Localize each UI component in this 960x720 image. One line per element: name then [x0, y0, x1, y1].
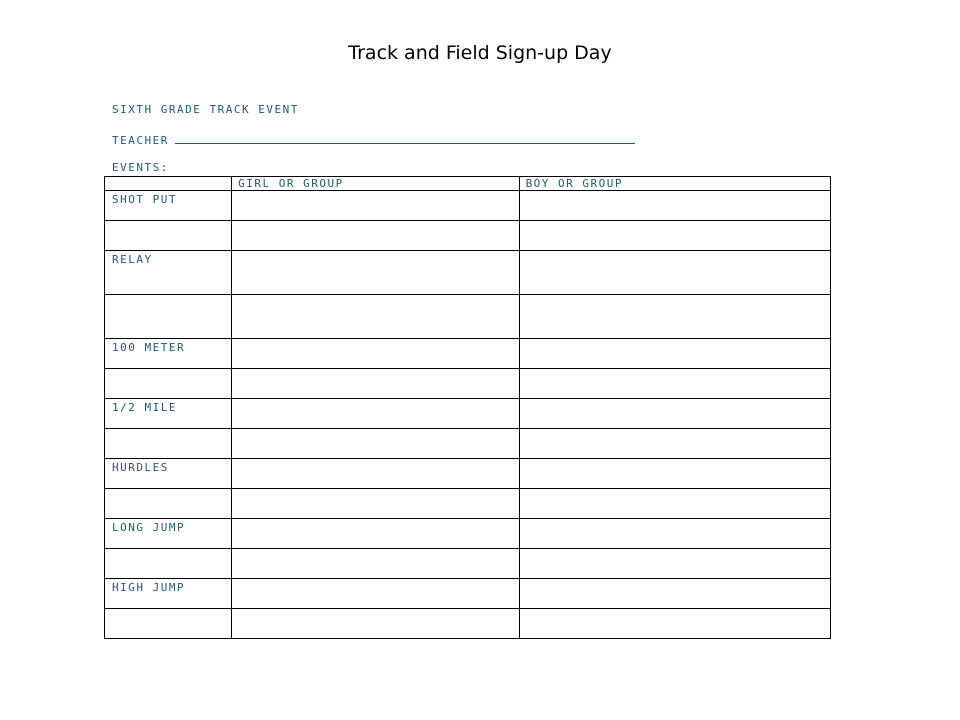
boy-cell[interactable] [519, 609, 830, 639]
table-row [105, 295, 831, 339]
event-cell [105, 489, 232, 519]
event-cell: RELAY [105, 251, 232, 295]
boy-cell[interactable] [519, 459, 830, 489]
boy-cell[interactable] [519, 579, 830, 609]
table-row [105, 399, 831, 429]
signup-table [104, 176, 831, 639]
table-row [105, 221, 831, 251]
table-row [105, 609, 831, 639]
table-row [105, 519, 831, 549]
events-label: EVENTS: [112, 161, 169, 174]
girl-cell[interactable] [232, 191, 519, 221]
table-row [105, 191, 831, 221]
event-cell [105, 295, 232, 339]
boy-cell[interactable] [519, 519, 830, 549]
event-cell: HIGH JUMP [105, 579, 232, 609]
form-heading: SIXTH GRADE TRACK EVENT [112, 103, 299, 116]
girl-cell[interactable] [232, 549, 519, 579]
event-cell [105, 369, 232, 399]
table-row [105, 339, 831, 369]
table-row [105, 251, 831, 295]
table-row [105, 579, 831, 609]
boy-cell[interactable] [519, 399, 830, 429]
boy-cell[interactable] [519, 191, 830, 221]
table-row [105, 369, 831, 399]
teacher-label: TEACHER [112, 134, 169, 147]
event-cell: 100 METER [105, 339, 232, 369]
boy-cell[interactable] [519, 429, 830, 459]
event-cell [105, 221, 232, 251]
event-cell [105, 609, 232, 639]
girl-cell[interactable] [232, 519, 519, 549]
boy-cell[interactable] [519, 221, 830, 251]
event-cell: HURDLES [105, 459, 232, 489]
event-cell [105, 429, 232, 459]
event-cell: LONG JUMP [105, 519, 232, 549]
boy-cell[interactable] [519, 295, 830, 339]
header-girl-or-group: GIRL OR GROUP [232, 177, 519, 191]
girl-cell[interactable] [232, 295, 519, 339]
table-header-row [105, 177, 831, 191]
boy-cell[interactable] [519, 489, 830, 519]
girl-cell[interactable] [232, 609, 519, 639]
table-row [105, 459, 831, 489]
event-cell [105, 549, 232, 579]
header-boy-or-group: BOY OR GROUP [519, 177, 830, 191]
girl-cell[interactable] [232, 221, 519, 251]
event-cell: 1/2 MILE [105, 399, 232, 429]
header-event [105, 177, 232, 191]
girl-cell[interactable] [232, 369, 519, 399]
boy-cell[interactable] [519, 251, 830, 295]
girl-cell[interactable] [232, 579, 519, 609]
boy-cell[interactable] [519, 339, 830, 369]
teacher-line [112, 134, 635, 147]
boy-cell[interactable] [519, 369, 830, 399]
page-title: Track and Field Sign-up Day [348, 42, 612, 64]
girl-cell[interactable] [232, 399, 519, 429]
teacher-underline[interactable] [175, 143, 635, 144]
table-row [105, 429, 831, 459]
girl-cell[interactable] [232, 339, 519, 369]
event-cell: SHOT PUT [105, 191, 232, 221]
table-row [105, 489, 831, 519]
girl-cell[interactable] [232, 429, 519, 459]
table-row [105, 549, 831, 579]
boy-cell[interactable] [519, 549, 830, 579]
girl-cell[interactable] [232, 489, 519, 519]
girl-cell[interactable] [232, 251, 519, 295]
girl-cell[interactable] [232, 459, 519, 489]
